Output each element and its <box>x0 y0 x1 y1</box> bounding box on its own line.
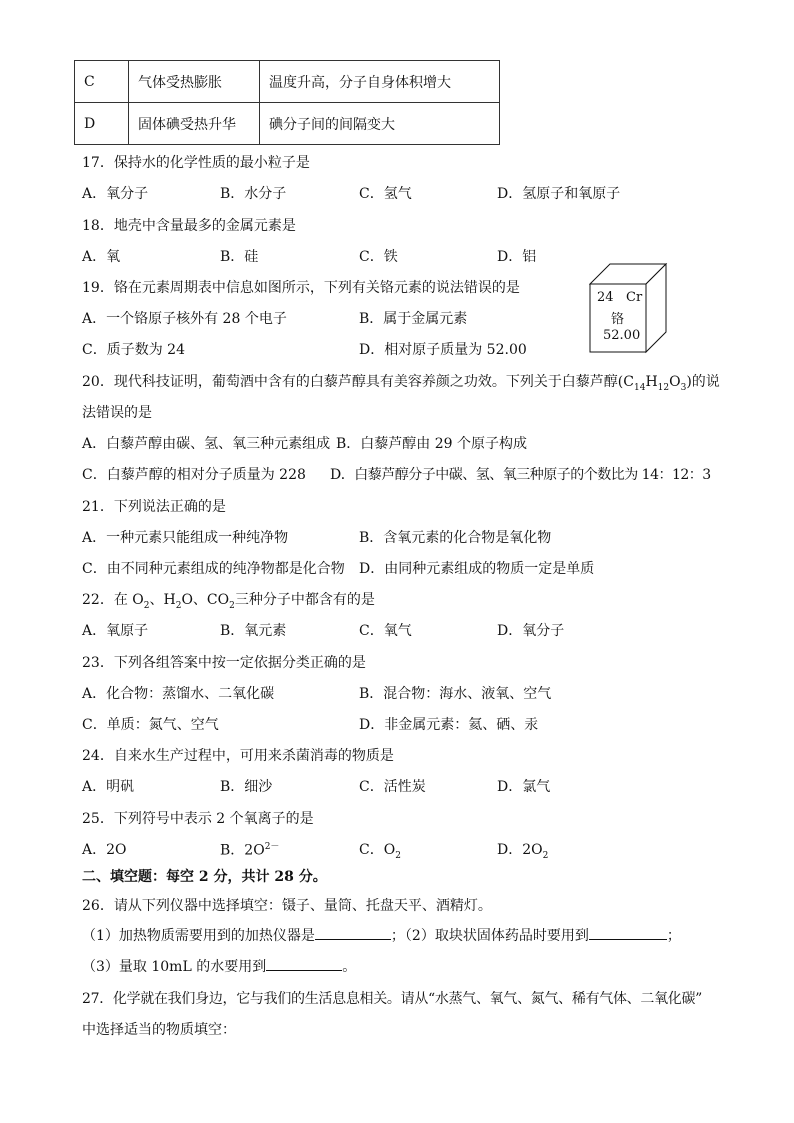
formula-subscript: 2 <box>542 850 549 861</box>
question-21-stem: 21．下列说法正确的是 <box>82 499 226 515</box>
explanation-table <box>74 60 500 145</box>
q20-option-c: C．白藜芦醇的相对分子质量为 228 <box>82 467 306 483</box>
question-27-stem-line2: 中选择适当的物质填空： <box>82 1022 236 1038</box>
q25-option-c <box>359 839 401 861</box>
q22-text: 、H <box>149 592 176 608</box>
q20-option-b: B．白藜芦醇由 29 个原子构成 <box>336 436 528 452</box>
q20-stem-text: 20．现代科技证明，葡萄酒中含有的白藜芦醇具有美容养颜之功效。下列关于白藜芦醇(C <box>82 374 634 390</box>
table-row <box>75 103 500 145</box>
q18-option-b: B．硅 <box>220 249 259 265</box>
q19-option-c: C．质子数为 24 <box>82 342 185 358</box>
question-22-stem <box>82 589 375 611</box>
option-cell: D <box>75 103 129 145</box>
phenomenon-cell: 气体受热膨胀 <box>129 61 260 103</box>
q26-part-1-text: （1）加热物质需要用到的加热仪器是 <box>82 928 315 944</box>
q25-option-d-text: D．2O <box>497 842 543 858</box>
formula-subscript: 12 <box>657 382 670 393</box>
section-2-title: 二、填空题：每空 2 分，共计 28 分。 <box>82 869 327 885</box>
q26-end-period: 。 <box>342 959 357 975</box>
q22-option-b: B．氧元素 <box>220 623 287 639</box>
formula-subscript: 2 <box>395 850 401 861</box>
formula-subscript: 14 <box>634 382 646 393</box>
explanation-cell: 温度升高，分子自身体积增大 <box>260 61 500 103</box>
q17-option-a: A．氧分子 <box>82 186 149 202</box>
q19-option-b: B．属于金属元素 <box>359 311 468 327</box>
element-atomic-mass: 52.00 <box>603 328 641 343</box>
question-18-stem: 18．地壳中含量最多的金属元素是 <box>82 218 296 234</box>
q26-line-end: ； <box>666 928 681 944</box>
q22-text: 三种分子中都含有的是 <box>234 592 375 608</box>
question-23-stem: 23．下列各组答案中按一定依据分类正确的是 <box>82 655 366 671</box>
q25-option-b-text: B．2O <box>220 842 265 859</box>
formula-subscript: 2 <box>175 600 182 611</box>
q24-option-b: B．细沙 <box>220 779 273 795</box>
explanation-cell: 碘分子间的间隔变大 <box>260 103 500 145</box>
q18-option-d: D．铝 <box>497 249 537 265</box>
formula-subscript: 2 <box>229 600 235 611</box>
option-cell: C <box>75 61 129 103</box>
q18-option-c: C．铁 <box>359 249 398 265</box>
q26-part-2-text: ；（2）取块状固体药品时要用到 <box>390 928 589 944</box>
question-26-stem: 26．请从下列仪器中选择填空：镊子、量筒、托盘天平、酒精灯。 <box>82 898 492 914</box>
question-20-stem <box>82 371 720 393</box>
q21-option-d: D．由同种元素组成的物质一定是单质 <box>359 561 595 577</box>
answer-blank[interactable] <box>315 925 391 940</box>
q22-text: O、CO <box>181 592 230 608</box>
q26-part-3-text: （3）量取 10mL 的水要用到 <box>82 959 267 975</box>
ion-charge-superscript: 2－ <box>264 842 280 852</box>
q26-line-1 <box>82 925 681 945</box>
q26-line-2 <box>82 956 356 976</box>
phenomenon-cell: 固体碘受热升华 <box>129 103 260 145</box>
formula-element: H <box>645 374 658 390</box>
q22-option-d: D．氧分子 <box>497 623 565 639</box>
q24-option-d: D．氯气 <box>497 779 551 795</box>
element-symbol: Cr <box>626 290 643 305</box>
question-19-stem: 19．铬在元素周期表中信息如图所示，下列有关铬元素的说法错误的是 <box>82 280 520 296</box>
q20-stem-text-end: )的说 <box>686 374 720 390</box>
answer-blank[interactable] <box>589 925 667 940</box>
q20-option-d: D．白藜芦醇分子中碳、氢、氧三种原子的个数比为 14：12：3 <box>330 467 711 483</box>
question-24-stem: 24．自来水生产过程中，可用来杀菌消毒的物质是 <box>82 748 394 764</box>
q25-option-c-text: C．O <box>359 842 396 858</box>
q17-option-c: C．氢气 <box>359 186 412 202</box>
q23-option-a: A．化合物：蒸馏水、二氧化碳 <box>82 686 275 702</box>
q22-text: 22．在 O <box>82 592 144 608</box>
q19-option-a: A．一个铬原子核外有 28 个电子 <box>82 311 287 327</box>
q17-option-d: D．氢原子和氧原子 <box>497 186 621 202</box>
question-17-stem: 17．保持水的化学性质的最小粒子是 <box>82 155 310 171</box>
element-cell-diagram <box>589 263 671 359</box>
question-25-stem: 25．下列符号中表示 2 个氧离子的是 <box>82 811 314 827</box>
q23-option-d: D．非金属元素：氦、硒、汞 <box>359 717 539 733</box>
q23-option-b: B．混合物：海水、液氧、空气 <box>359 686 552 702</box>
q25-option-a: A．2O <box>82 842 127 858</box>
q24-option-a: A．明矾 <box>82 779 135 795</box>
q21-option-c: C．由不同种元素组成的纯净物都是化合物 <box>82 561 345 577</box>
q17-option-b: B．水分子 <box>220 186 287 202</box>
q19-option-d: D．相对原子质量为 52.00 <box>359 342 527 358</box>
question-27-stem: 27．化学就在我们身边，它与我们的生活息息相关。请从“水蒸气、氧气、氮气、稀有气体、二氧化碳” <box>82 991 703 1007</box>
q20-option-a: A．白藜芦醇由碳、氢、氧三种元素组成 <box>82 436 331 452</box>
formula-element: O <box>669 374 681 390</box>
q22-option-a: A．氧原子 <box>82 623 149 639</box>
q25-option-d <box>497 839 548 861</box>
q21-option-a: A．一种元素只能组成一种纯净物 <box>82 530 289 546</box>
answer-blank[interactable] <box>266 956 342 971</box>
q18-option-a: A．氧 <box>82 249 121 265</box>
question-20-stem-line2: 法错误的是 <box>82 405 152 421</box>
formula-subscript: 2 <box>143 600 150 611</box>
q25-option-b <box>220 839 279 860</box>
q24-option-c: C．活性炭 <box>359 779 426 795</box>
table-row <box>75 61 500 103</box>
q21-option-b: B．含氧元素的化合物是氧化物 <box>359 530 552 546</box>
q23-option-c: C．单质：氮气、空气 <box>82 717 219 733</box>
element-name: 铬 <box>611 312 625 327</box>
element-atomic-number: 24 <box>597 290 614 305</box>
formula-subscript: 3 <box>680 382 687 393</box>
q22-option-c: C．氧气 <box>359 623 412 639</box>
